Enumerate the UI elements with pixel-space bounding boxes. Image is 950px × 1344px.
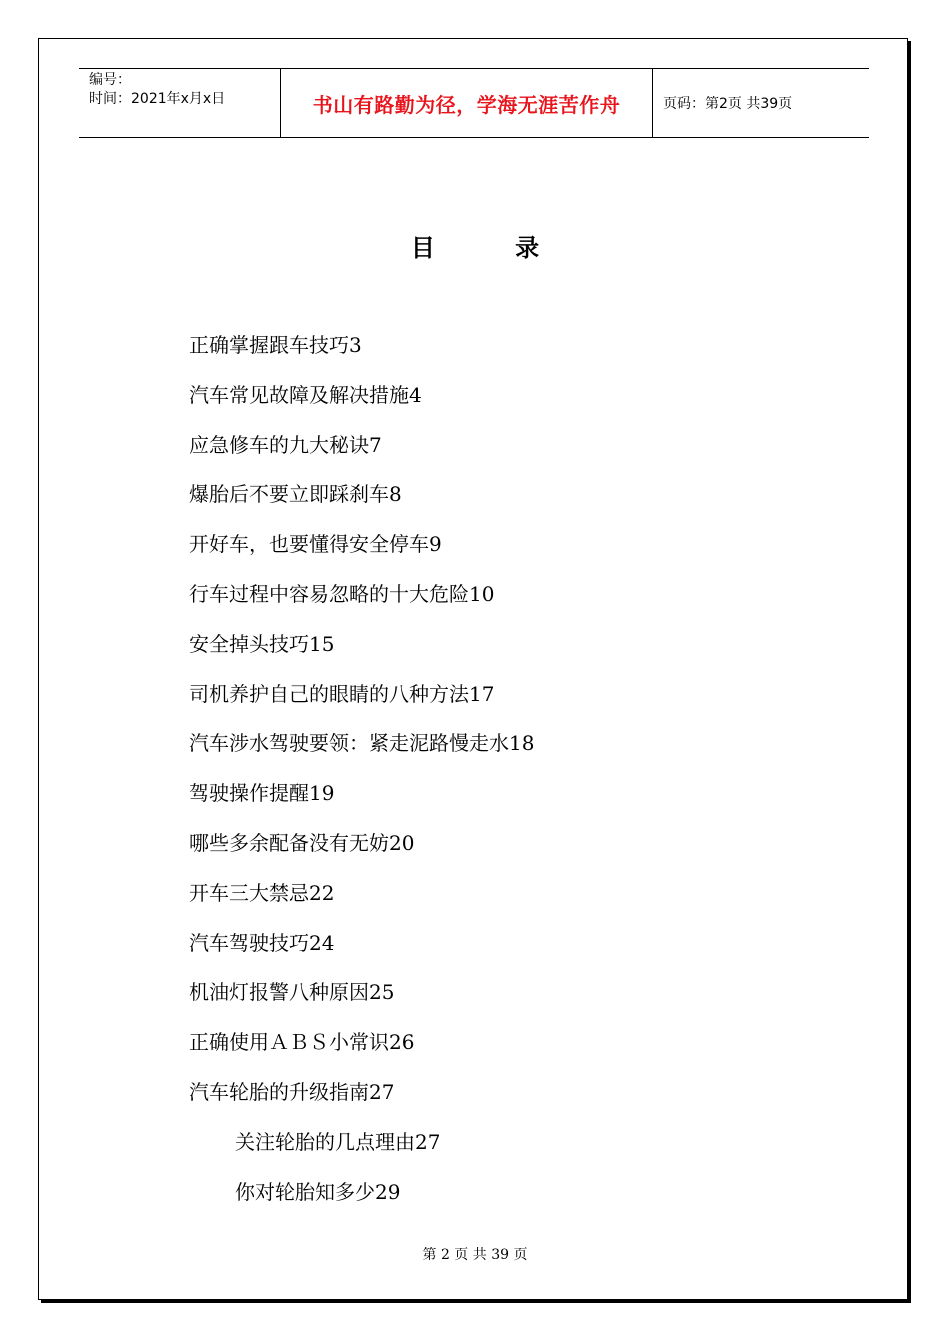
toc-item[interactable]: 汽车轮胎的升级指南27 (189, 1079, 395, 1104)
header-number-label: 编号： (89, 72, 131, 88)
toc-item[interactable]: 开车三大禁忌22 (189, 880, 335, 905)
toc-item[interactable]: 司机养护自己的眼睛的八种方法17 (189, 681, 495, 706)
toc-list (189, 330, 534, 1226)
toc-title: 目 录 (410, 234, 576, 262)
toc-item[interactable]: 汽车涉水驾驶要领：紧走泥路慢走水18 (189, 731, 535, 756)
toc-item[interactable]: 开好车，也要懂得安全停车9 (189, 532, 442, 557)
toc-item[interactable]: 行车过程中容易忽略的十大危险10 (189, 581, 495, 606)
toc-item[interactable]: 机油灯报警八种原因25 (189, 980, 395, 1005)
toc-item[interactable]: 汽车常见故障及解决措施4 (189, 382, 422, 407)
toc-item[interactable]: 爆胎后不要立即踩刹车8 (189, 482, 402, 507)
header-page-info: 页码：第2页 共39页 (663, 96, 793, 112)
page-footer: 第 2 页 共 39 页 (422, 1247, 528, 1263)
toc-item[interactable]: 应急修车的九大秘诀7 (189, 432, 382, 457)
toc-item[interactable]: 正确掌握跟车技巧3 (189, 333, 362, 357)
toc-item[interactable]: 安全掉头技巧15 (189, 631, 335, 656)
toc-item[interactable]: 哪些多余配备没有无妨20 (189, 830, 415, 855)
toc-item[interactable]: 驾驶操作提醒19 (189, 781, 335, 806)
header-motto: 书山有路勤为径，学海无涯苦作舟 (281, 69, 653, 137)
toc-item[interactable]: 正确使用ＡＢＳ小常识26 (189, 1030, 415, 1055)
toc-subitem[interactable]: 你对轮胎知多少29 (235, 1179, 401, 1204)
toc-subitem[interactable]: 关注轮胎的几点理由27 (235, 1129, 441, 1154)
header-time-label: 时间：2021年x月x日 (89, 91, 226, 107)
page-header (79, 68, 869, 138)
header-meta (79, 69, 281, 137)
toc-item[interactable]: 汽车驾驶技巧24 (189, 930, 335, 955)
